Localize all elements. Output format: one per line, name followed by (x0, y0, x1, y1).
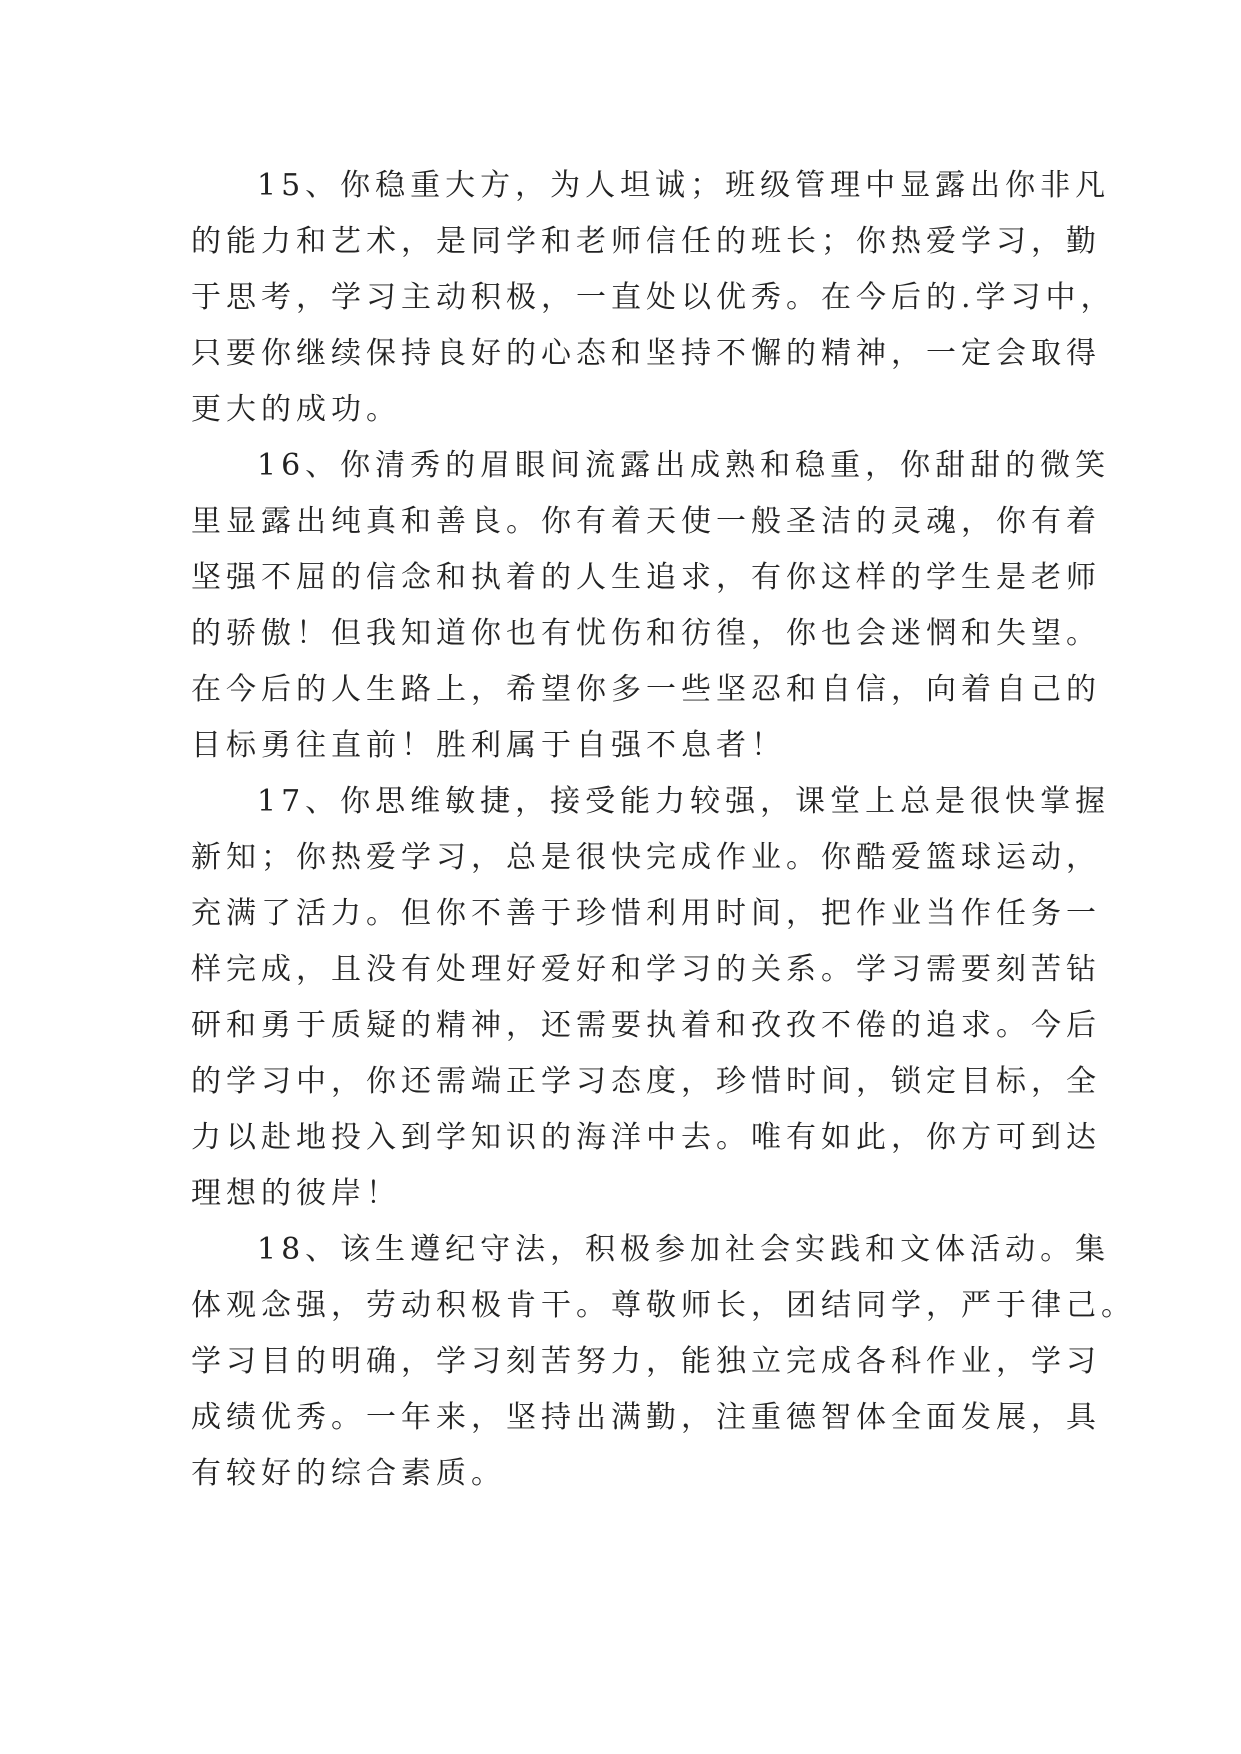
paragraph-17 (191, 774, 1111, 1222)
paragraph-line: 样完成，且没有处理好爱好和学习的关系。学习需要刻苦钻 (191, 952, 1101, 987)
document-body (191, 158, 1136, 1502)
paragraph-line: 里显露出纯真和善良。你有着天使一般圣洁的灵魂，你有着 (191, 504, 1101, 539)
paragraph-line: 成绩优秀。一年来，坚持出满勤，注重德智体全面发展，具 (191, 1400, 1101, 1435)
paragraph-15 (191, 158, 1116, 438)
paragraph-line: 研和勇于质疑的精神，还需要执着和孜孜不倦的追求。今后 (191, 1008, 1101, 1043)
paragraph-line: 18、该生遵纪守法，积极参加社会实践和文体活动。集 (257, 1232, 1111, 1267)
paragraph-line: 16、你清秀的眉眼间流露出成熟和稳重，你甜甜的微笑 (257, 448, 1111, 483)
paragraph-18 (191, 1222, 1136, 1502)
paragraph-line: 的能力和艺术，是同学和老师信任的班长；你热爱学习，勤 (191, 224, 1101, 259)
paragraph-line: 新知；你热爱学习，总是很快完成作业。你酷爱篮球运动， (191, 840, 1101, 875)
paragraph-line: 的学习中，你还需端正学习态度，珍惜时间，锁定目标，全 (191, 1064, 1101, 1099)
paragraph-16 (191, 438, 1111, 774)
paragraph-line: 在今后的人生路上，希望你多一些坚忍和自信，向着自己的 (191, 672, 1101, 707)
paragraph-line: 有较好的综合素质。 (191, 1456, 506, 1491)
paragraph-line: 只要你继续保持良好的心态和坚持不懈的精神，一定会取得 (191, 336, 1101, 371)
paragraph-line: 体观念强，劳动积极肯干。尊敬师长，团结同学，严于律己。 (191, 1288, 1136, 1323)
paragraph-line: 力以赴地投入到学知识的海洋中去。唯有如此，你方可到达 (191, 1120, 1101, 1155)
paragraph-line: 15、你稳重大方，为人坦诚；班级管理中显露出你非凡 (257, 168, 1111, 203)
paragraph-line: 充满了活力。但你不善于珍惜利用时间，把作业当作任务一 (191, 896, 1101, 931)
paragraph-line: 学习目的明确，学习刻苦努力，能独立完成各科作业，学习 (191, 1344, 1101, 1379)
paragraph-line: 目标勇往直前！胜利属于自强不息者！ (191, 728, 786, 763)
paragraph-line: 17、你思维敏捷，接受能力较强，课堂上总是很快掌握 (257, 784, 1111, 819)
paragraph-line: 理想的彼岸！ (191, 1176, 401, 1211)
paragraph-line: 坚强不屈的信念和执着的人生追求，有你这样的学生是老师 (191, 560, 1101, 595)
paragraph-line: 于思考，学习主动积极，一直处以优秀。在今后的.学习中， (191, 280, 1116, 315)
paragraph-line: 的骄傲！但我知道你也有忧伤和彷徨，你也会迷惘和失望。 (191, 616, 1101, 651)
paragraph-line: 更大的成功。 (191, 392, 401, 427)
